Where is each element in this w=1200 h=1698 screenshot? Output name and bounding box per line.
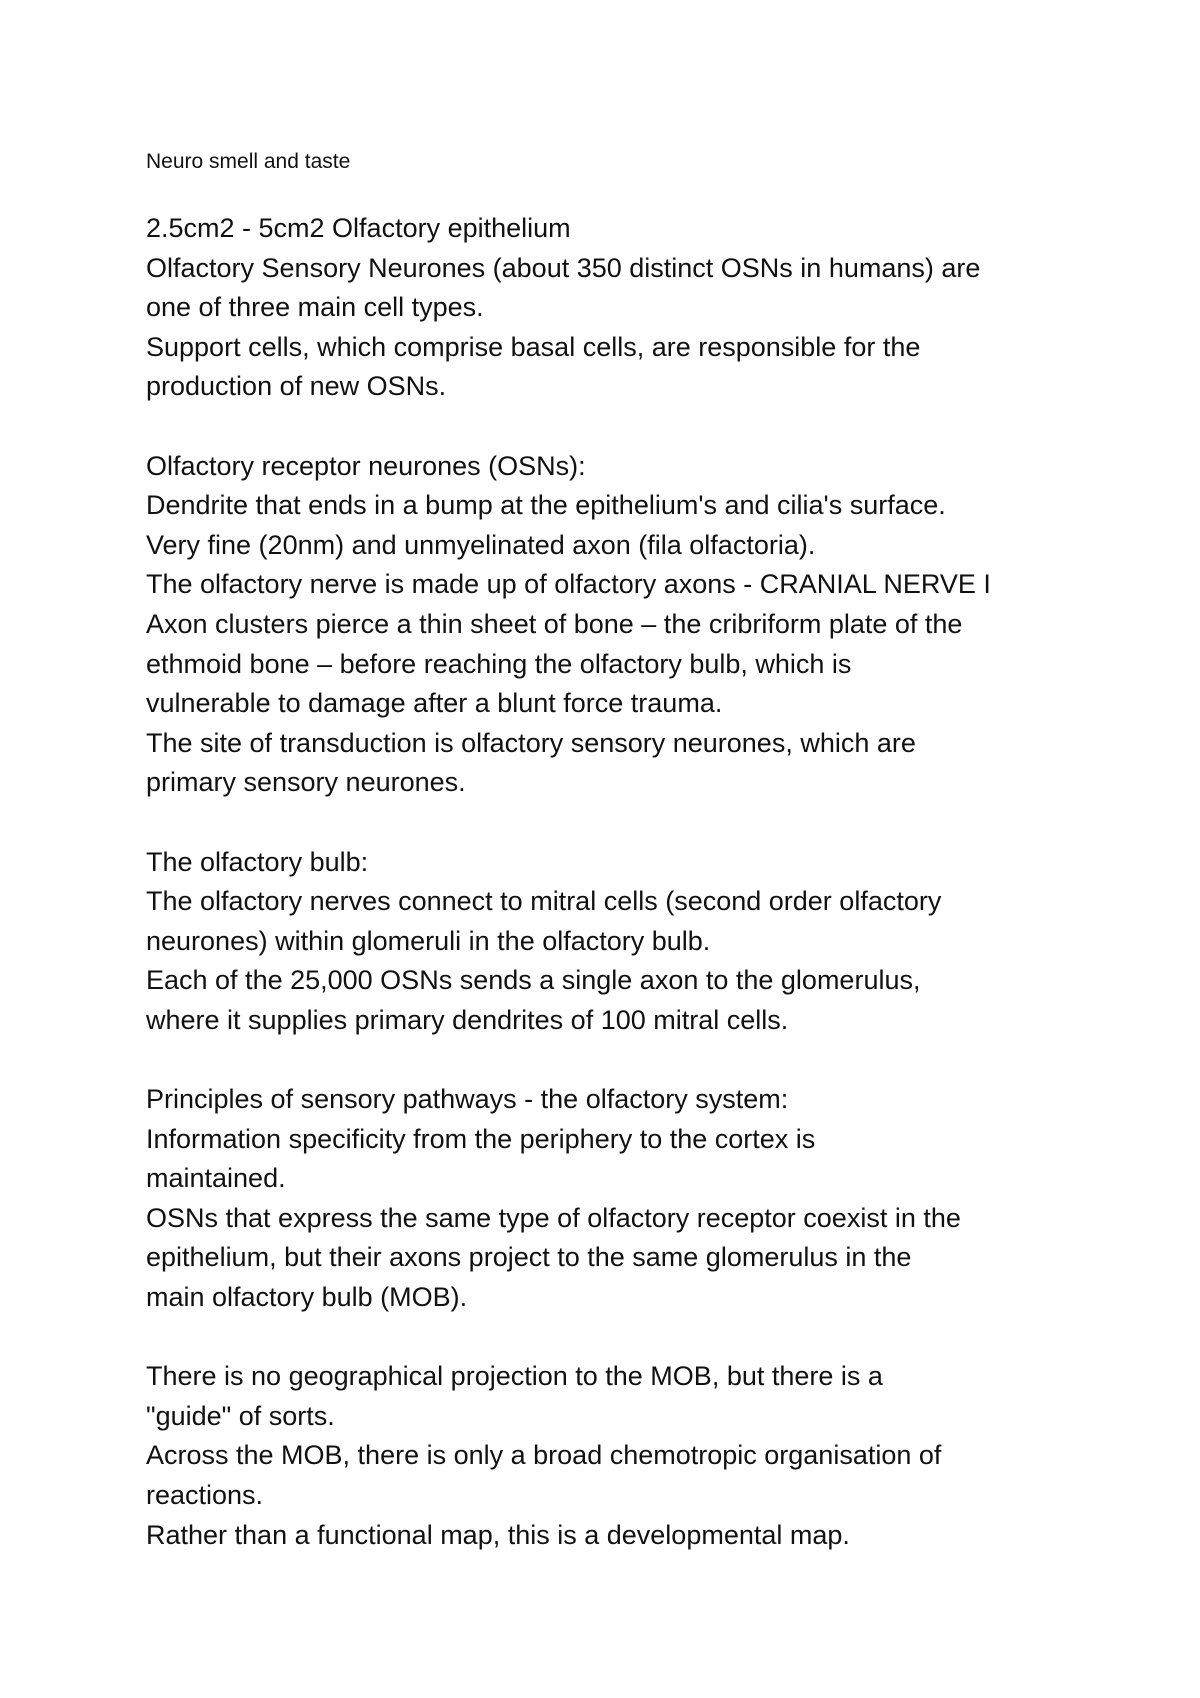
text-line: Information specificity from the periphery to the cortex is xyxy=(146,1123,816,1154)
paragraph xyxy=(146,1357,1086,1555)
document-title: Neuro smell and taste xyxy=(146,150,351,173)
paragraph xyxy=(146,843,1086,1041)
paragraph xyxy=(146,209,1086,407)
text-line: The olfactory bulb: xyxy=(146,846,369,877)
text-line: Axon clusters pierce a thin sheet of bone – the cribriform plate of the xyxy=(146,608,963,639)
text-line: Dendrite that ends in a bump at the epithelium's and cilia's surface. xyxy=(146,490,946,521)
text-line: Very fine (20nm) and unmyelinated axon (fila olfactoria). xyxy=(146,529,816,560)
text-line: Across the MOB, there is only a broad chemotropic organisation of xyxy=(146,1440,942,1471)
text-line: Olfactory Sensory Neurones (about 350 distinct OSNs in humans) are xyxy=(146,252,981,283)
text-line: 2.5cm2 - 5cm2 Olfactory epithelium xyxy=(146,213,571,243)
text-line: The olfactory nerves connect to mitral cells (second order olfactory xyxy=(146,886,942,917)
text-line: ethmoid bone – before reaching the olfactory bulb, which is xyxy=(146,648,852,679)
text-line: where it supplies primary dendrites of 100 mitral cells. xyxy=(146,1004,789,1035)
text-line: The olfactory nerve is made up of olfactory axons - CRANIAL NERVE I xyxy=(146,569,991,600)
text-line: main olfactory bulb (MOB). xyxy=(146,1282,468,1313)
text-line: maintained. xyxy=(146,1163,286,1194)
text-line: The site of transduction is olfactory sensory neurones, which are xyxy=(146,727,916,758)
text-line: There is no geographical projection to the MOB, but there is a xyxy=(146,1361,883,1392)
text-line: Principles of sensory pathways - the olfactory system: xyxy=(146,1084,789,1115)
paragraph xyxy=(146,1080,1086,1318)
text-line: epithelium, but their axons project to the same glomerulus in the xyxy=(146,1242,912,1273)
text-line: production of new OSNs. xyxy=(146,371,447,402)
text-line: OSNs that express the same type of olfactory receptor coexist in the xyxy=(146,1202,961,1233)
document-body xyxy=(146,209,1086,1555)
text-line: Olfactory receptor neurones (OSNs): xyxy=(146,450,586,481)
text-line: primary sensory neurones. xyxy=(146,767,466,798)
text-line: one of three main cell types. xyxy=(146,292,484,323)
text-line: vulnerable to damage after a blunt force trauma. xyxy=(146,688,723,719)
paragraph xyxy=(146,447,1086,803)
text-line: neurones) within glomeruli in the olfactory bulb. xyxy=(146,925,711,956)
text-line: "guide" of sorts. xyxy=(146,1400,335,1431)
text-line: Support cells, which comprise basal cells, are responsible for the xyxy=(146,331,921,362)
text-line: Rather than a functional map, this is a developmental map. xyxy=(146,1519,850,1550)
text-line: Each of the 25,000 OSNs sends a single axon to the glomerulus, xyxy=(146,965,921,996)
text-line: reactions. xyxy=(146,1480,264,1510)
